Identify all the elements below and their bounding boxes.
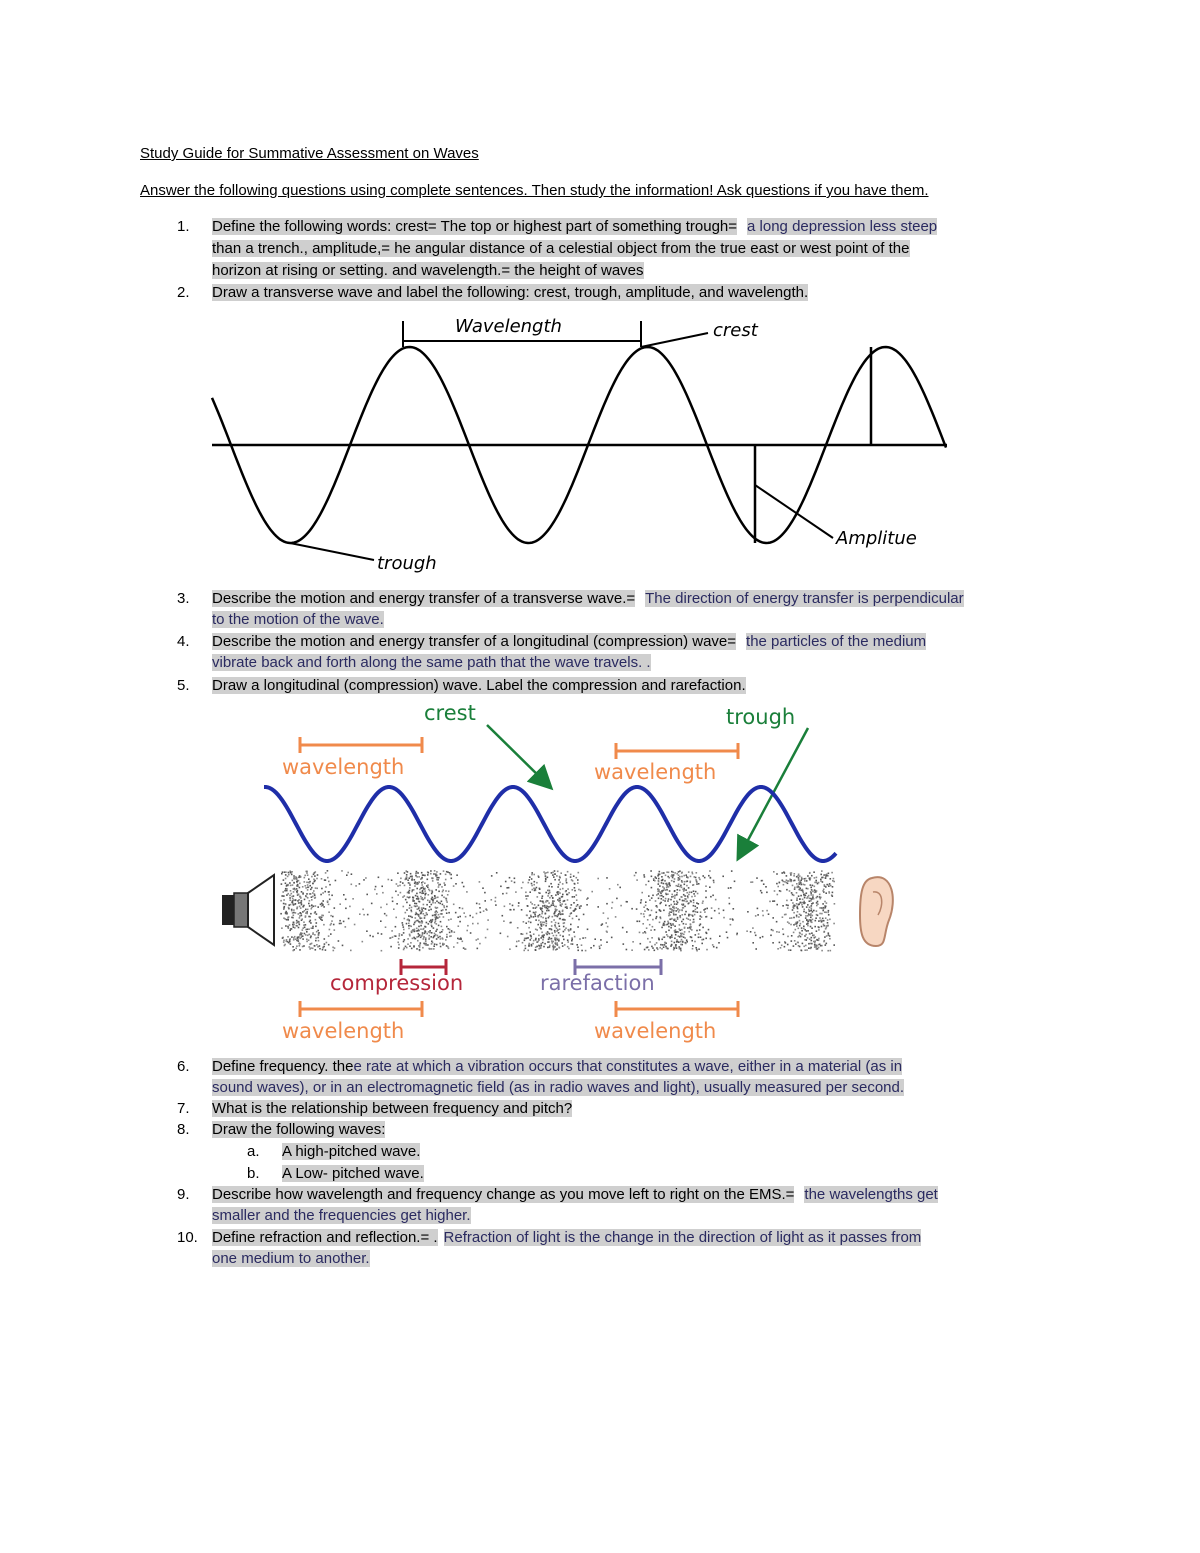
q6-line1: Define frequency. the xyxy=(212,1058,354,1075)
wavelength-label-top-left: wavelength xyxy=(282,755,405,779)
page-title: Study Guide for Summative Assessment on Waves xyxy=(140,145,479,162)
amplitude-pointer xyxy=(755,485,833,538)
q2-number: 2. xyxy=(177,284,190,301)
q5-number: 5. xyxy=(177,677,190,694)
q8b-text: A Low- pitched wave. xyxy=(282,1165,424,1182)
q9-number: 9. xyxy=(177,1186,190,1203)
q3-number: 3. xyxy=(177,590,190,607)
q6-number: 6. xyxy=(177,1058,190,1075)
amplitude-label: Amplitue xyxy=(836,528,917,549)
compression-label: compression xyxy=(330,971,464,995)
wavelength-bracket-bottom-left xyxy=(300,1001,422,1017)
intro-text: Answer the following questions using complete sentences. Then study the information! Ask questions if you have them. xyxy=(140,182,929,199)
speaker-icon xyxy=(222,875,274,945)
long-trough-label: trough xyxy=(726,705,796,729)
wavelength-bracket-bottom-right xyxy=(616,1001,738,1017)
longitudinal-sine-curve xyxy=(264,787,836,861)
q8b-number: b. xyxy=(247,1165,260,1182)
wavelength-bracket-top-left xyxy=(300,737,422,753)
ear-icon xyxy=(860,877,893,946)
q2-text: Draw a transverse wave and label the following: crest, trough, amplitude, and wavelength. xyxy=(212,284,809,301)
q5-text: Draw a longitudinal (compression) wave. Label the compression and rarefaction. xyxy=(212,677,746,694)
wavelength-label-bottom-right: wavelength xyxy=(594,1019,717,1043)
q1-line2: than a trench., amplitude,= he angular distance of a celestial object from the true east or west point of the xyxy=(212,240,910,257)
q4-number: 4. xyxy=(177,633,190,650)
q1-line1: Define the following words: crest= The top or highest part of something trough= xyxy=(212,218,738,235)
q1-number: 1. xyxy=(177,218,190,235)
q8a-number: a. xyxy=(247,1143,260,1160)
q8-number: 8. xyxy=(177,1121,190,1138)
q8a-text: A high-pitched wave. xyxy=(282,1143,421,1160)
q1-line3: horizon at rising or setting. and wavelength.= the height of waves xyxy=(212,262,644,279)
particle-medium xyxy=(280,870,835,952)
q3-line2: to the motion of the wave. xyxy=(212,611,384,628)
wavelength-label-top-right: wavelength xyxy=(594,760,717,784)
q10-line1-answer: Refraction of light is the change in the direction of light as it passes from xyxy=(443,1229,922,1246)
longitudinal-wave-diagram xyxy=(0,695,1200,1050)
q10-number: 10. xyxy=(177,1229,198,1246)
q9-line1-answer: the wavelengths get xyxy=(804,1186,938,1203)
q9-line2: smaller and the frequencies get higher. xyxy=(212,1207,471,1224)
q4-line1-answer: the particles of the medium xyxy=(746,633,927,650)
wavelength-label-bottom-left: wavelength xyxy=(282,1019,405,1043)
transverse-wave-diagram xyxy=(0,300,1200,585)
q8-text: Draw the following waves: xyxy=(212,1121,386,1138)
q4-line2: vibrate back and forth along the same path that the wave travels. . xyxy=(212,654,651,671)
q7-number: 7. xyxy=(177,1100,190,1117)
q10-line1: Define refraction and reflection.= . xyxy=(212,1229,438,1246)
long-crest-arrow xyxy=(487,725,548,785)
crest-label: crest xyxy=(713,320,758,341)
long-crest-label: crest xyxy=(424,701,476,725)
trough-label: trough xyxy=(377,553,437,574)
wavelength-bracket-top-right xyxy=(616,743,738,759)
wavelength-label: Wavelength xyxy=(455,316,562,337)
q1-line1-answer: a long depression less steep xyxy=(747,218,938,235)
q7-text: What is the relationship between frequency and pitch? xyxy=(212,1100,573,1117)
rarefaction-label: rarefaction xyxy=(540,971,655,995)
q4-line1: Describe the motion and energy transfer of a longitudinal (compression) wave= xyxy=(212,633,737,650)
q3-line1: Describe the motion and energy transfer of a transverse wave.= xyxy=(212,590,636,607)
q3-line1-answer: The direction of energy transfer is perpendicular xyxy=(645,590,964,607)
crest-pointer xyxy=(641,333,708,347)
q6-line1-answer: e rate at which a vibration occurs that constitutes a wave, either in a material (as in xyxy=(353,1058,903,1075)
q6-line2: sound waves), or in an electromagnetic field (as in radio waves and light), usually measured per second. xyxy=(212,1079,905,1096)
q10-line2: one medium to another. xyxy=(212,1250,370,1267)
q9-line1: Describe how wavelength and frequency change as you move left to right on the EMS.= xyxy=(212,1186,795,1203)
trough-pointer xyxy=(290,543,374,560)
